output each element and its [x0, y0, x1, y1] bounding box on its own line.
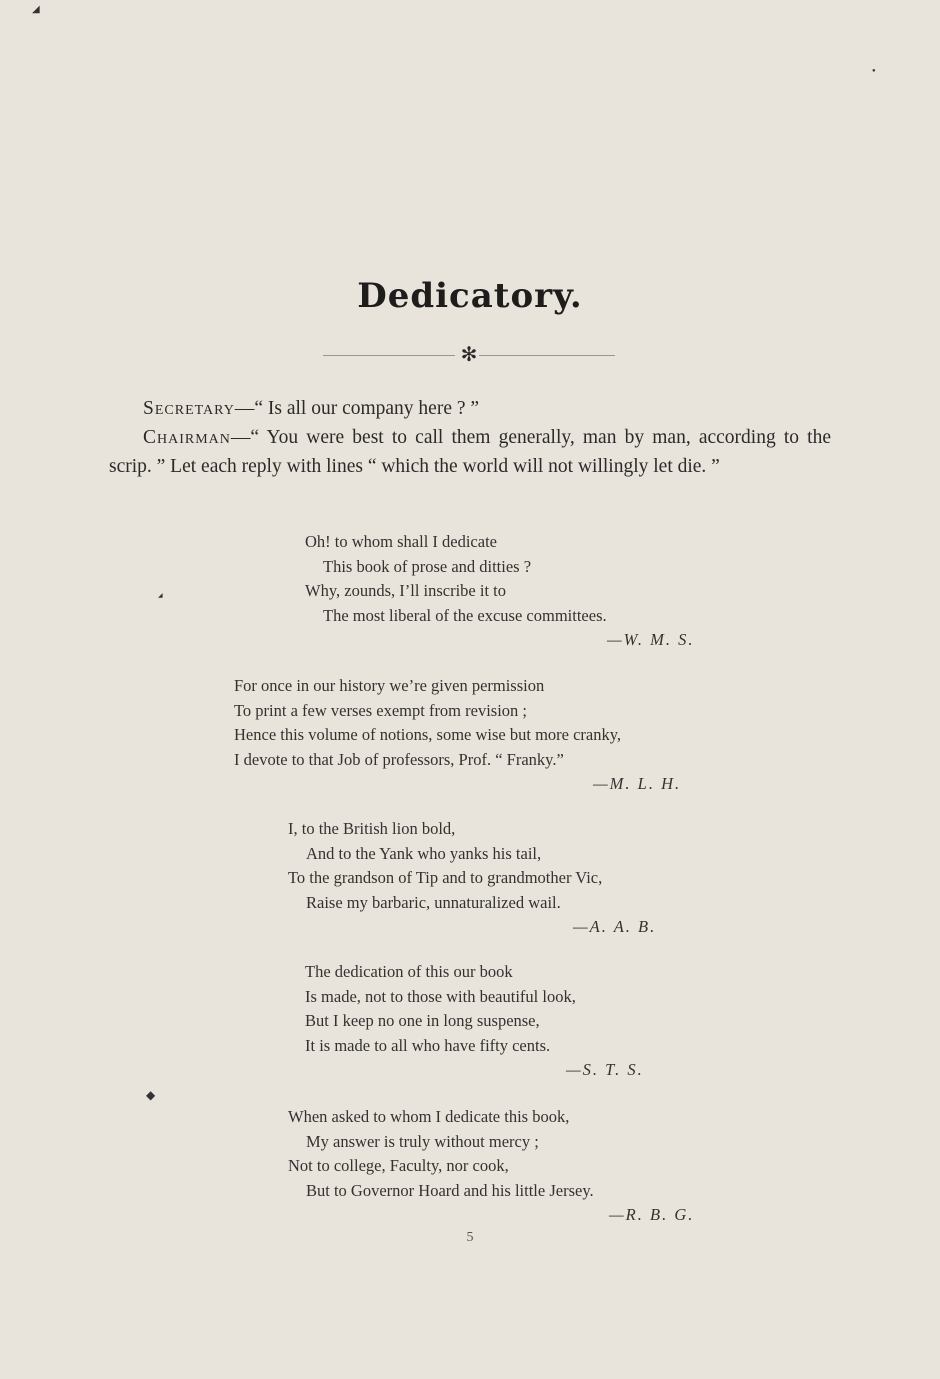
poem-2-signature: —M. L. H.: [593, 774, 682, 793]
poem-4: [305, 960, 576, 1058]
poem-5: [288, 1105, 594, 1203]
poem-2: [234, 674, 621, 772]
poem-1-signature: —W. M. S.: [607, 630, 695, 649]
poem-line: Raise my barbaric, unnaturalized wail.: [306, 892, 561, 912]
poem-line: Oh! to whom shall I dedicate: [305, 532, 497, 551]
poem-line: Why, zounds, I’ll inscribe it to: [305, 581, 507, 601]
poem-line: The most liberal of the excuse committees.: [323, 605, 607, 625]
poem-3-signature: —A. A. B.: [573, 917, 657, 936]
poem-line: Hence this volume of notions, some wise but more cranky,: [234, 725, 622, 745]
poem-line: The dedication of this our book: [305, 962, 513, 981]
page-number: 5: [466, 1230, 474, 1245]
divider-line-right: [479, 355, 615, 356]
poem-line: Is made, not to those with beautiful look,: [305, 986, 576, 1006]
paper-speck: ◢: [32, 4, 40, 15]
poem-line: When asked to whom I dedicate this book,: [288, 1107, 570, 1126]
chairman-label: Chairman: [143, 427, 231, 448]
poem-line: I, to the British lion bold,: [288, 819, 456, 838]
poem-line: It is made to all who have fifty cents.: [305, 1035, 551, 1055]
title-divider: [323, 345, 615, 365]
poem-line: But I keep no one in long suspense,: [305, 1011, 540, 1031]
poem-4-signature: —S. T. S.: [566, 1060, 644, 1079]
poem-line: I devote to that Job of professors, Prof. “ Franky.”: [234, 749, 564, 769]
secretary-label: Secretary: [143, 398, 235, 419]
poem-1: [305, 530, 607, 628]
poem-3: [288, 817, 602, 915]
poem-line: My answer is truly without mercy ;: [306, 1131, 539, 1151]
poem-line: For once in our history we’re given permission: [234, 676, 545, 695]
secretary-line: —“ Is all our company here ? ”: [234, 398, 480, 419]
divider-line-left: [323, 355, 455, 356]
poem-line: And to the Yank who yanks his tail,: [306, 843, 542, 863]
poem-line: This book of prose and ditties ?: [323, 556, 532, 576]
asterisk-ornament-icon: ✻: [460, 344, 478, 366]
poem-line: To the grandson of Tip and to grandmother Vic,: [288, 868, 603, 888]
poem-line: To print a few verses exempt from revision ;: [234, 700, 528, 720]
page-title: Dedicatory.: [357, 276, 583, 316]
poem-5-signature: —R. B. G.: [609, 1205, 695, 1224]
chairman-line: —“ You were best to call them generally, man by man, according to the scrip. ” Let each reply with lines “ which the world will not willingly let die. ”: [109, 427, 831, 477]
poem-line: But to Governor Hoard and his little Jersey.: [306, 1180, 594, 1200]
paper-speck: ◢: [158, 593, 163, 599]
secretary-paragraph: [143, 394, 843, 423]
paper-speck: ◆: [146, 1088, 156, 1102]
paper-speck: ●: [872, 68, 876, 74]
poem-line: Not to college, Faculty, nor cook,: [288, 1156, 509, 1176]
chairman-paragraph: [109, 423, 831, 481]
